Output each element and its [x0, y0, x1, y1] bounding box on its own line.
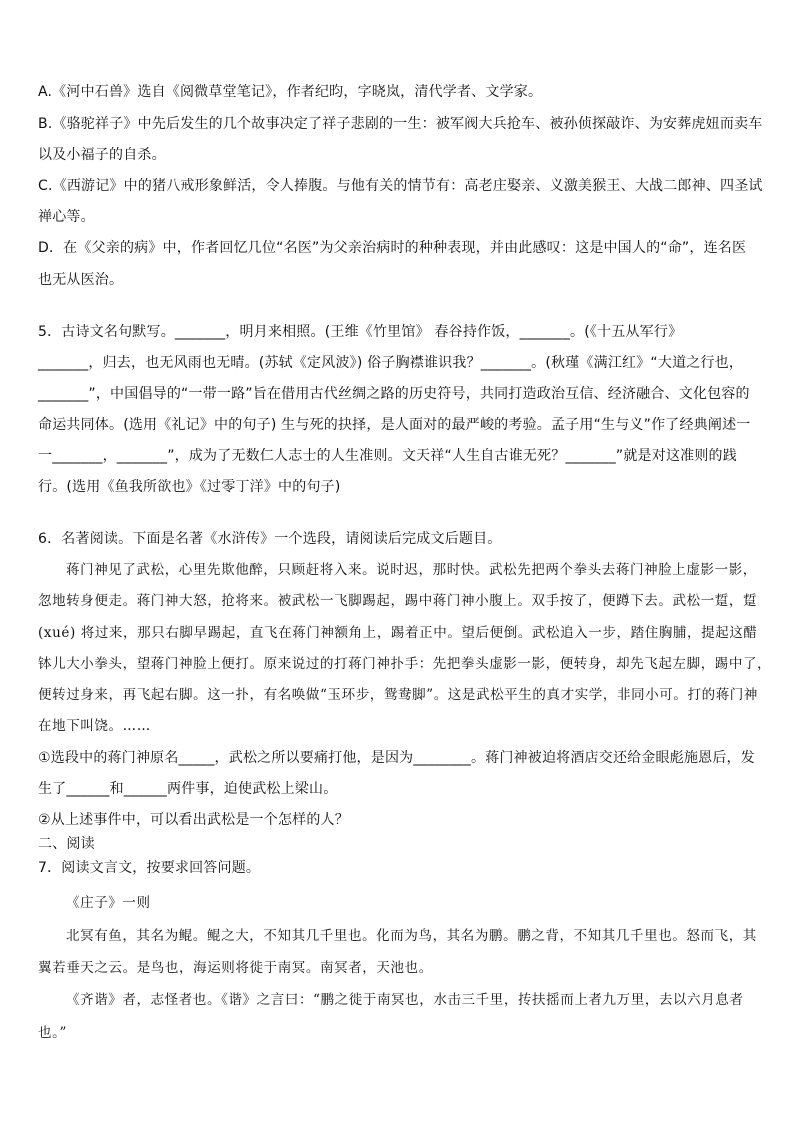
q7-passage-line-1: 北冥有鱼，其名为鲲。鲲之大，不知其几千里也。化而为鸟，其名为鹏。鹏之背，不知其几千里也。怒而飞，其 — [66, 928, 757, 944]
q6-sub-question-1-line-2: 生了______和______两件事，迫使武松上梁山。 — [38, 781, 338, 797]
q6-passage-line-6: 在地下叫饶。…… — [38, 718, 151, 734]
option-a: A.《河中石兽》选自《阅微草堂笔记》，作者纪昀，字晓岚，清代学者、文学家。 — [38, 84, 543, 100]
q5-line-2: _______，归去，也无风雨也无晴。(苏轼《定风波》) 俗子胸襟谁识我？_______。(秋瑾《满江红》“大道之行也， — [38, 355, 744, 371]
q6-passage-line-4: 钵儿大小拳头，望蒋门神脸上便打。原来说过的打蒋门神扑手：先把拳头虚影一影，便转身，却先飞起左脚，踢中了， — [38, 656, 772, 672]
q6-passage-line-3: (xué) 将过来，那只右脚早踢起，直飞在蒋门神额角上，踢着正中。望后便倒。武松追入一步，踏住胸脯，提起这醋 — [38, 625, 758, 641]
q6-sub-question-2: ②从上述事件中，可以看出武松是一个怎样的人？ — [38, 812, 349, 828]
q5-line-4: 命运共同体。(选用《礼记》中的句子) 生与死的抉择，是人面对的最严峻的考验。孟子用“生与义”作了经典阐述一 — [38, 417, 751, 433]
option-b-line-2: 以及小福子的自杀。 — [38, 147, 166, 163]
q5-line-3: _______”，中国倡导的“一带一路”旨在借用古代丝绸之路的历史符号，共同打造政治互信、经济融合、文化包容的 — [38, 386, 750, 402]
option-d-line-1: D．在《父亲的病》中，作者回忆几位“名医”为父亲治病时的种种表现，并由此感叹：这是中国人的“命”，连名医 — [38, 240, 747, 256]
option-d-line-2: 也无从医治。 — [38, 272, 124, 288]
q6-passage-line-1: 蒋门神见了武松，心里先欺他醉，只顾赶将入来。说时迟，那时快。武松先把两个拳头去蒋门神脸上虚影一影， — [66, 562, 757, 578]
option-c-line-1: C.《西游记》中的猪八戒形象鲜活，令人捧腹。与他有关的情节有：高老庄娶亲、义激美猴王、大战二郎神、四圣试 — [38, 178, 763, 194]
q5-line-6: 行。(选用《鱼我所欲也》《过零丁洋》中的句子) — [38, 479, 341, 495]
q6-sub-question-1-line-1: ①选段中的蒋门神原名_____，武松之所以要痛打他，是因为________。蒋门神被迫将酒店交还给金眼彪施恩后，发 — [38, 750, 755, 766]
q7-passage-subtitle: 《庄子》一则 — [66, 895, 151, 911]
q7-passage-line-4: 也。” — [38, 1025, 67, 1041]
q6-passage-line-5: 便转过身来，再飞起右脚。这一扑，有名唤做“玉环步，鸳鸯脚”。这是武松平生的真才实学，非同小可。打的蒋门神 — [38, 687, 759, 703]
q7-title: 7．阅读文言文，按要求回答问题。 — [38, 860, 261, 876]
option-b-line-1: B.《骆驼祥子》中先后发生的几个故事决定了祥子悲剧的一生：被军阀大兵抢车、被孙侦探敲诈、为安葬虎妞而卖车 — [38, 116, 763, 132]
q7-passage-line-2: 翼若垂天之云。是鸟也，海运则将徙于南冥。南冥者，天池也。 — [38, 960, 433, 976]
q7-passage-line-3: 《齐谐》者，志怪者也。《谐》之言曰：“鹏之徙于南冥也，水击三千里，抟扶摇而上者九万里，去以六月息者 — [66, 992, 744, 1008]
section-heading: 二、阅读 — [38, 836, 95, 852]
option-c-line-2: 禅心等。 — [38, 209, 95, 225]
q5-line-1: 5．古诗文名句默写。_______，明月来相照。(王维《竹里馆》 春谷持作饭，_______。(《十五从军行》 — [38, 324, 683, 340]
q6-passage-line-2: 忽地转身便走。蒋门神大怒，抢将来。被武松一飞脚踢起，踢中蒋门神小腹上。双手按了，便蹲下去。武松一踅，踅 — [38, 593, 758, 609]
q5-line-5: 一_______，_______”，成为了无数仁人志士的人生准则。文天祥“人生自古谁无死？_______”就是对这准则的践 — [38, 448, 737, 464]
q6-title: 6．名著阅读。下面是名著《水浒传》一个选段，请阅读后完成文后题目。 — [38, 531, 502, 547]
